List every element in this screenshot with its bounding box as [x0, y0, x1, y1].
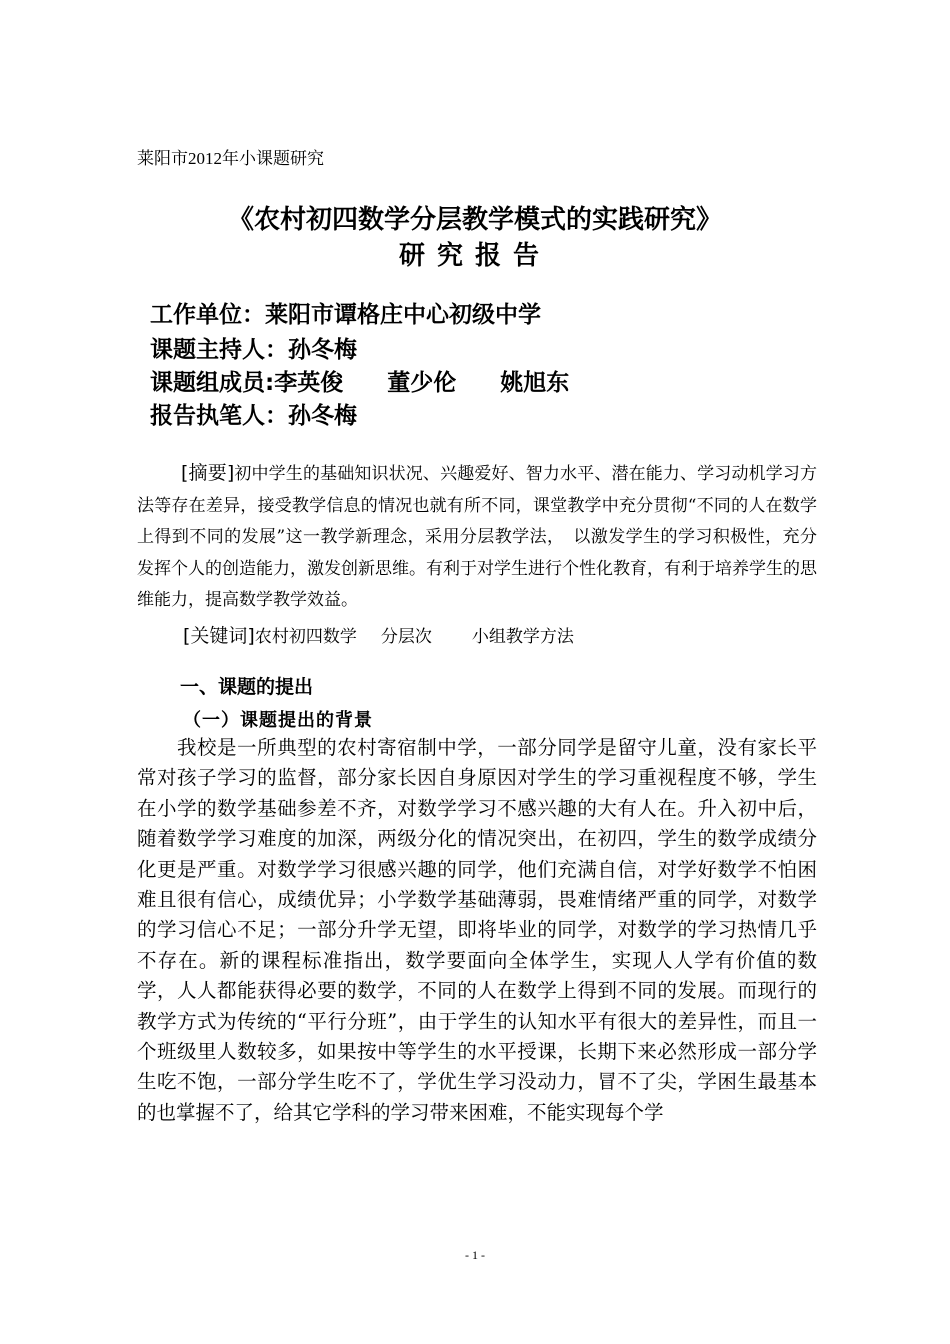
abstract-label: [摘要] [181, 462, 235, 484]
info-member-3: 姚旭东 [500, 370, 570, 396]
info-host-label: 课题主持人： [150, 337, 288, 363]
keywords-label: [关键词] [183, 625, 255, 647]
info-member-2: 董少伦 [387, 370, 457, 396]
document-subtitle: 研究报告 [398, 241, 551, 271]
info-unit [150, 296, 541, 329]
info-unit-value: 莱阳市谭格庄中心初级中学 [265, 302, 541, 328]
info-writer [150, 397, 357, 430]
abstract-text: 初中学生的基础知识状况、兴趣爱好、智力水平、潜在能力、学习动机学习方法等存在差异，接受教学信息的情况也就有所不同，课堂教学中充分贯彻“不同的人在数学上得到不同的发展”这一教学新理念，采用分层教学法， 以激发学生的学习积极性，充分发挥个人的创造能力，激发创新思维。有利于对学生进行个性化教育，有利于培养学生的思维能力，提高数学教学效益。 [137, 464, 818, 610]
document-title: 《农村初四数学分层教学模式的实践研究》 [227, 205, 722, 235]
keywords-line [183, 621, 574, 648]
page-number: - 1 - [465, 1248, 485, 1262]
header-line: 莱阳市2012年小课题研究 [137, 149, 324, 168]
info-host [150, 331, 357, 364]
abstract-paragraph [137, 458, 817, 617]
info-unit-label: 工作单位： [150, 302, 265, 328]
keyword-3: 小组教学方法 [471, 627, 574, 647]
keyword-1: 农村初四数学 [254, 627, 357, 647]
section-heading: 一、课题的提出 [180, 676, 314, 698]
keyword-2: 分层次 [380, 627, 432, 647]
info-members [150, 364, 569, 397]
info-host-value: 孙冬梅 [288, 337, 357, 363]
section-subheading: （一）课题提出的背景 [183, 710, 373, 731]
info-writer-label: 报告执笔人： [150, 403, 288, 429]
info-member-1: 李英俊 [274, 370, 344, 396]
info-writer-value: 孙冬梅 [288, 403, 357, 429]
info-members-label: 课题组成员: [150, 370, 275, 396]
section-body: 我校是一所典型的农村寄宿制中学，一部分同学是留守儿童，没有家长平常对孩子学习的监督，部分家长因自身原因对学生的学习重视程度不够，学生在小学的数学基础参差不齐，对数学学习不感兴趣的大有人在。升入初中后，随着数学学习难度的加深，两级分化的情况突出，在初四，学生的数学成绩分化更是严重。对数学学习很感兴趣的同学，他们充满自信，对学好数学不怕困难且很有信心，成绩优异；小学数学基础薄弱，畏难情绪严重的同学，对数学的学习信心不足；一部分升学无望，即将毕业的同学，对数学的学习热情几乎不存在。新的课程标准指出，数学要面向全体学生，实现人人学有价值的数学，人人都能获得必要的数学，不同的人在数学上得到不同的发展。而现行的教学方式为传统的“平行分班”，由于学生的认知水平有很大的差异性，而且一个班级里人数较多，如果按中等学生的水平授课，长期下来必然形成一部分学生吃不饱，一部分学生吃不了，学优生学习没动力，冒不了尖，学困生最基本的也掌握不了，给其它学科的学习带来困难，不能实现每个学 [137, 736, 817, 1124]
